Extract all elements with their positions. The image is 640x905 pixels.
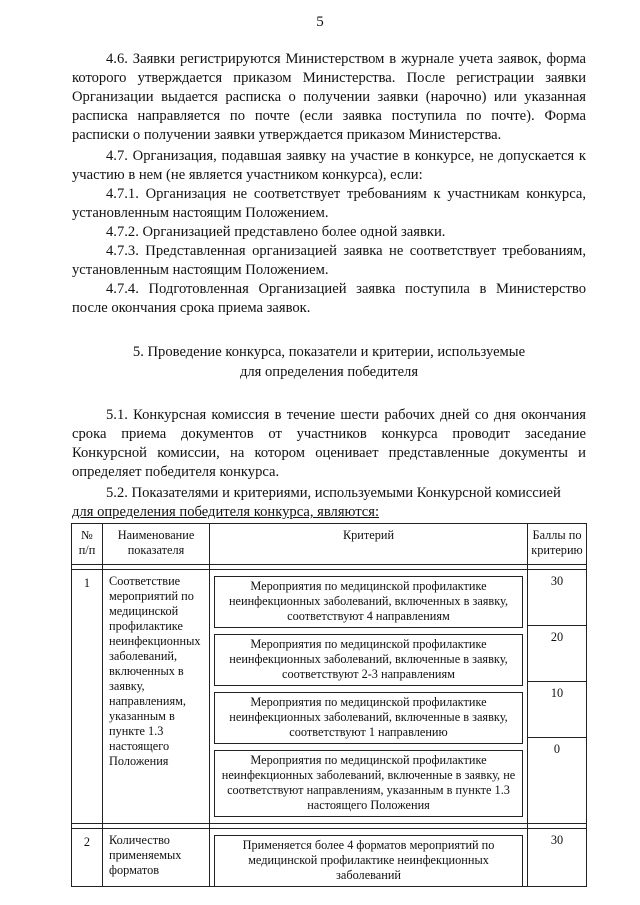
row2-points: [528, 829, 587, 887]
section-title: [72, 342, 586, 382]
paragraph-5-2-line2-wrap: [72, 503, 586, 522]
section-title-line1: 5. Проведение конкурса, показатели и критерии, используемые: [132, 344, 526, 360]
paragraph-5-1: 5.1. Конкурсная комиссия в течение шести рабочих дней со дня окончания срока приема документов от участников конкурса проводит заседание Конкурсной комиссии, на котором оценивает представленные документы и определяет победителя конкурса.: [72, 407, 586, 480]
row1-criterion-4: Мероприятия по медицинской профилактике неинфекционных заболеваний, включенные в заявку, не соответствуют направлениям, указанным в пункте 1.3 настоящего Положения: [214, 750, 523, 817]
paragraph-4-7: 4.7. Организация, подавшая заявку на участие в конкурсе, не допускается к участию в нем (не является участником конкурса), если:: [72, 148, 586, 183]
row2-num: 2: [72, 829, 103, 887]
row1-name: Соответствие мероприятий по медицинской профилактике неинфекционных заболеваний, включенных в заявку, направлениям, указанным в пункте 1.3 настоящего Положения: [103, 570, 210, 824]
row1-criterion-1: Мероприятия по медицинской профилактике неинфекционных заболеваний, включенных в заявку, соответствуют 4 направлениям: [214, 576, 523, 628]
paragraph-5-2-line1: 5.2. Показателями и критериями, используемыми Конкурсной комиссией: [106, 485, 561, 501]
paragraph-4-7-1: 4.7.1. Организация не соответствует требованиям к участникам конкурса, установленным настоящим Положением.: [72, 186, 586, 221]
row2-criterion-1: Применяется более 4 форматов мероприятий по медицинской профилактике неинфекционных заболеваний: [214, 835, 523, 886]
row2-points-1: 30: [550, 833, 564, 847]
table-row: [72, 829, 587, 887]
table-header-row: [72, 524, 587, 565]
page-number: 5: [316, 14, 324, 30]
row1-points-4: 0: [553, 742, 561, 756]
row1-points-3: 10: [528, 682, 586, 738]
header-points: Баллы по критерию: [528, 524, 587, 565]
header-name: Наименование показателя: [103, 524, 210, 565]
row1-num: 1: [72, 570, 103, 824]
header-num: № п/п: [72, 524, 103, 565]
section-title-line2: для определения победителя: [239, 364, 419, 380]
row1-criteria: [210, 570, 528, 824]
row2-criteria: [210, 829, 528, 887]
row1-points: [528, 570, 587, 824]
paragraph-5-2: [72, 484, 586, 503]
table-row: [72, 570, 587, 824]
row1-criterion-3: Мероприятия по медицинской профилактике неинфекционных заболеваний, включенные в заявку, соответствуют 1 направлению: [214, 692, 523, 744]
paragraph-4-7-4: 4.7.4. Подготовленная Организацией заявка поступила в Министерство после окончания срока приема заявок.: [72, 281, 586, 316]
paragraph-4-7-3: 4.7.3. Представленная организацией заявка не соответствует требованиям, установленным настоящим Положением.: [72, 243, 586, 278]
row1-points-2: 20: [528, 626, 586, 682]
document-body: [72, 50, 586, 887]
row1-criterion-2: Мероприятия по медицинской профилактике неинфекционных заболеваний, включенные в заявку, соответствуют 2-3 направлениям: [214, 634, 523, 686]
header-criterion: Критерий: [210, 524, 528, 565]
paragraph-5-2-line2: для определения победителя конкурса, являются:: [72, 504, 380, 520]
row2-name: Количество применяемых форматов: [103, 829, 210, 887]
paragraph-4-6: 4.6. Заявки регистрируются Министерством в журнале учета заявок, форма которого утверждается приказом Министерства. После регистрации заявки Организации выдается расписка о получении заявки (нарочно) или указанная расписка направляется по почте (если заявка поступила по почте). Форма расписки о получении заявки утверждается приказом Министерства.: [72, 51, 586, 143]
criteria-table: [71, 523, 587, 887]
paragraph-4-7-2: 4.7.2. Организацией представлено более одной заявки.: [106, 224, 446, 240]
row1-points-1: 30: [528, 570, 586, 626]
